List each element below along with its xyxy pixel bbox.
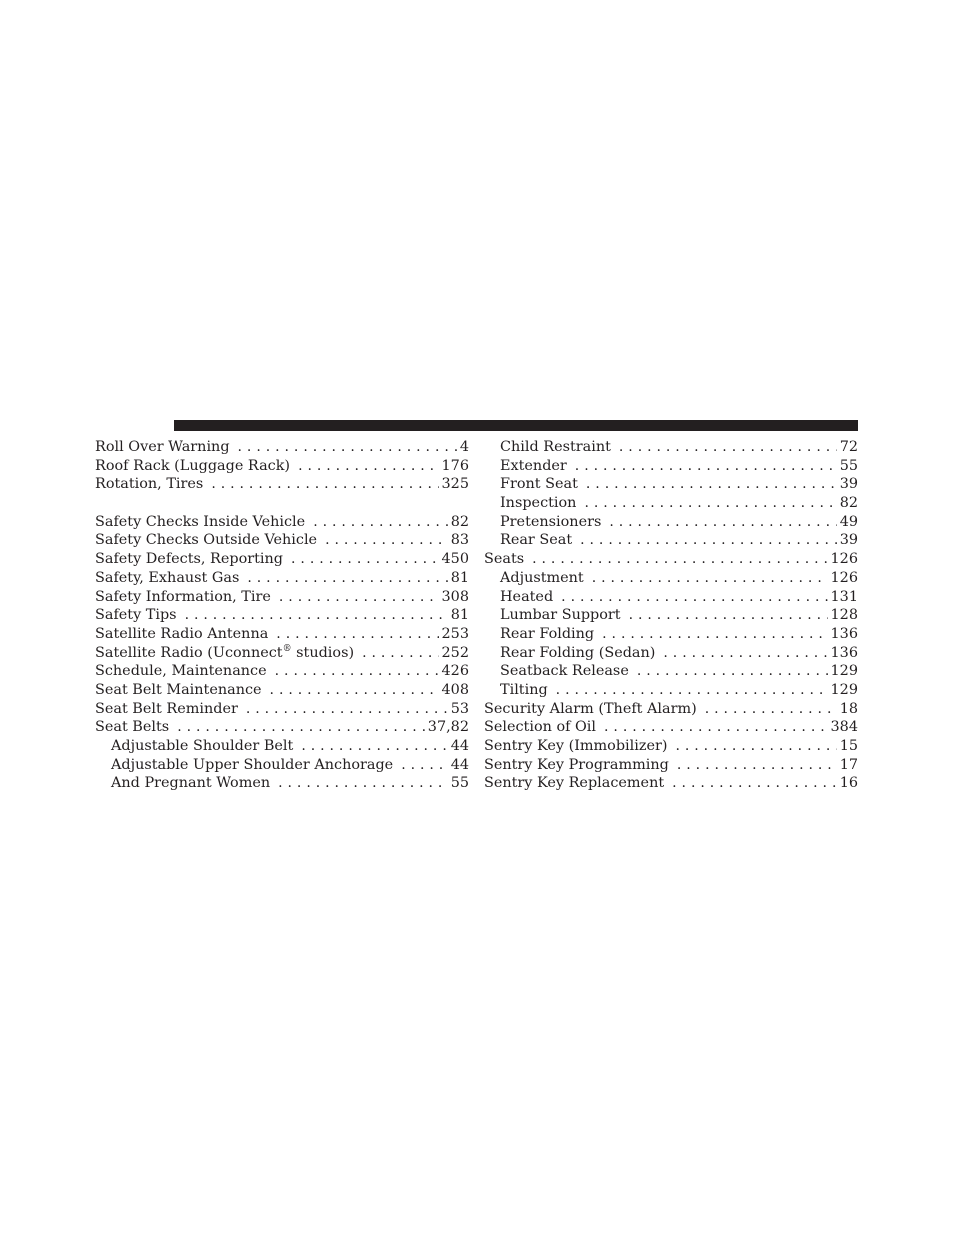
- index-entry-label: Seats: [484, 551, 525, 568]
- index-entry-page: 44: [450, 738, 469, 754]
- index-entry-page: 131: [830, 588, 858, 605]
- dot-leader: [301, 737, 447, 756]
- index-entry: [95, 569, 469, 588]
- index-subentry: [484, 681, 858, 700]
- index-entry-label: Lumbar Support: [500, 607, 621, 624]
- index-entry-label: Front Seat: [500, 476, 578, 493]
- index-column-left: [95, 438, 469, 793]
- index-entry-page: 37,82: [427, 719, 469, 736]
- index-entry: [95, 513, 469, 532]
- dot-leader: [705, 700, 837, 719]
- dot-leader: [279, 588, 439, 607]
- index-entry: [95, 625, 469, 644]
- index-entry: [484, 718, 858, 737]
- index-column-right: [484, 438, 858, 793]
- index-entry-label: Inspection: [500, 495, 577, 512]
- index-entry-page: 136: [830, 644, 858, 661]
- index-entry: [484, 737, 858, 756]
- index-entry-label: Rear Folding (Sedan): [500, 644, 656, 661]
- dot-leader: [362, 644, 438, 663]
- index-entry-label: Selection of Oil: [484, 719, 597, 736]
- index-entry-label: Seat Belts: [95, 719, 170, 736]
- index-entry: [95, 588, 469, 607]
- dot-leader: [677, 756, 837, 775]
- index-entry-page: 55: [450, 775, 469, 792]
- index-subentry: [95, 756, 469, 775]
- index-spacer: [95, 494, 469, 513]
- dot-leader: [276, 625, 438, 644]
- index-entry-page: 384: [830, 719, 858, 736]
- index-entry-page: 253: [441, 625, 469, 642]
- index-entry-label: Child Restraint: [500, 439, 611, 455]
- index-entry-label: Adjustable Upper Shoulder Anchorage: [111, 756, 394, 773]
- index-entry-label: Roof Rack (Luggage Rack): [95, 457, 291, 474]
- index-entry-label: Safety Defects, Reporting: [95, 551, 284, 568]
- index-entry-page: 15: [839, 738, 858, 754]
- index-entry-page: 176: [441, 457, 469, 474]
- index-entry-page: 83: [450, 532, 469, 549]
- index-entry-page: 39: [839, 532, 858, 549]
- index-entry: [95, 531, 469, 550]
- dot-leader: [298, 457, 438, 476]
- index-entry-page: 129: [830, 663, 858, 680]
- dot-leader: [609, 513, 836, 532]
- index-entry-label: Heated: [500, 588, 554, 605]
- dot-leader: [270, 681, 439, 700]
- dot-leader: [604, 718, 828, 737]
- index-entry: [95, 700, 469, 719]
- index-entry: [95, 438, 469, 457]
- index-entry-label: Adjustable Shoulder Belt: [111, 738, 294, 754]
- index-entry-page: 49: [839, 513, 858, 530]
- index-entry: [95, 681, 469, 700]
- index-entry-label: Seat Belt Maintenance: [95, 681, 262, 698]
- index-entry-page: 136: [830, 625, 858, 642]
- index-entry-label: Tilting: [500, 681, 548, 698]
- index-entry-label: Seatback Release: [500, 663, 629, 680]
- index-entry: [95, 644, 469, 663]
- index-entry-label: Satellite Radio Antenna: [95, 625, 269, 642]
- index-entry-page: 82: [450, 513, 469, 530]
- dot-leader: [619, 438, 837, 457]
- index-subentry: [484, 662, 858, 681]
- index-entry-page: 53: [450, 700, 469, 717]
- index-entry: [484, 774, 858, 793]
- dot-leader: [663, 644, 827, 663]
- index-entry: [484, 550, 858, 569]
- index-entry-page: 81: [450, 569, 469, 586]
- dot-leader: [185, 606, 448, 625]
- index-entry-label: Seat Belt Reminder: [95, 700, 238, 717]
- index-entry-label: Extender: [500, 457, 567, 474]
- index-subentry: [95, 737, 469, 756]
- dot-leader: [580, 531, 837, 550]
- index-subentry: [484, 475, 858, 494]
- dot-leader: [556, 681, 828, 700]
- dot-leader: [313, 513, 448, 532]
- index-entry-label: Rotation, Tires: [95, 476, 204, 493]
- dot-leader: [238, 438, 457, 457]
- index-subentry: [484, 625, 858, 644]
- index-entry-label: Pretensioners: [500, 513, 602, 530]
- index-subentry: [484, 569, 858, 588]
- dot-leader: [561, 588, 827, 607]
- index-entry-page: 18: [839, 700, 858, 717]
- index-entry-page: 126: [830, 569, 858, 586]
- dot-leader: [532, 550, 827, 569]
- index-entry-label: Rear Seat: [500, 532, 573, 549]
- index-entry-label: Safety Tips: [95, 607, 177, 624]
- index-subentry: [484, 438, 858, 457]
- index-entry-page: 408: [441, 681, 469, 698]
- index-entry-label: Schedule, Maintenance: [95, 663, 267, 680]
- index-entry-page: 44: [450, 756, 469, 773]
- index-entry: [95, 550, 469, 569]
- index-entry-page: 325: [441, 476, 469, 493]
- index-entry-page: 17: [839, 756, 858, 773]
- index-entry-label: Safety Checks Outside Vehicle: [95, 532, 318, 549]
- index-entry-page: 450: [441, 551, 469, 568]
- index-subentry: [484, 588, 858, 607]
- dot-leader: [247, 569, 447, 588]
- dot-leader: [325, 531, 448, 550]
- dot-leader: [675, 737, 836, 756]
- index-entry-label: Safety, Exhaust Gas: [95, 569, 240, 586]
- index-entry-label: Satellite Radio (Uconnect® studios): [95, 643, 355, 661]
- dot-leader: [575, 457, 837, 476]
- registered-mark: ®: [282, 643, 292, 654]
- dot-leader: [629, 606, 828, 625]
- index-entry-page: 128: [830, 607, 858, 624]
- index-entry: [95, 662, 469, 681]
- index-subentry: [484, 644, 858, 663]
- index-entry-page: 308: [441, 588, 469, 605]
- index-entry: [95, 457, 469, 476]
- index-entry-label: Adjustment: [500, 569, 584, 586]
- index-entry-page: 126: [830, 551, 858, 568]
- index-entry-label: Sentry Key Replacement: [484, 775, 665, 792]
- index-subentry: [484, 606, 858, 625]
- index-entry-label: Roll Over Warning: [95, 439, 230, 455]
- index-subentry: [484, 457, 858, 476]
- index-entry-page: 16: [839, 775, 858, 792]
- index-entry: [95, 475, 469, 494]
- dot-leader: [584, 494, 836, 513]
- index-entry-label: And Pregnant Women: [111, 775, 271, 792]
- index-entry: [95, 606, 469, 625]
- index-entry: [95, 718, 469, 737]
- dot-leader: [586, 475, 837, 494]
- header-bar: [174, 420, 858, 431]
- index-subentry: [95, 774, 469, 793]
- index-entry: [484, 700, 858, 719]
- index-subentry: [484, 494, 858, 513]
- index-entry-page: 252: [441, 644, 469, 661]
- index-entry-page: 81: [450, 607, 469, 624]
- dot-leader: [602, 625, 827, 644]
- dot-leader: [278, 774, 448, 793]
- index-entry-label: Security Alarm (Theft Alarm): [484, 700, 697, 717]
- index-entry-label: Rear Folding: [500, 625, 595, 642]
- index-entry-page: 82: [839, 495, 858, 512]
- dot-leader: [291, 550, 439, 569]
- index-entry-page: 72: [839, 439, 858, 455]
- index-entry-label: Safety Information, Tire: [95, 588, 271, 605]
- dot-leader: [401, 756, 447, 775]
- index-entry-page: 55: [839, 457, 858, 474]
- dot-leader: [246, 700, 448, 719]
- index-entry-page: 129: [830, 681, 858, 698]
- dot-leader: [637, 662, 828, 681]
- index-subentry: [484, 513, 858, 532]
- dot-leader: [211, 475, 438, 494]
- dot-leader: [672, 774, 837, 793]
- index-entry-page: 39: [839, 476, 858, 493]
- index-entry-page: 426: [441, 663, 469, 680]
- dot-leader: [275, 662, 439, 681]
- index-entry-label: Sentry Key (Immobilizer): [484, 738, 668, 754]
- dot-leader: [592, 569, 828, 588]
- index-entry-page: 4: [459, 439, 469, 455]
- index-entry-label: Sentry Key Programming: [484, 756, 669, 773]
- dot-leader: [177, 718, 425, 737]
- index-entry-label: Safety Checks Inside Vehicle: [95, 513, 306, 530]
- index-entry: [484, 756, 858, 775]
- index-subentry: [484, 531, 858, 550]
